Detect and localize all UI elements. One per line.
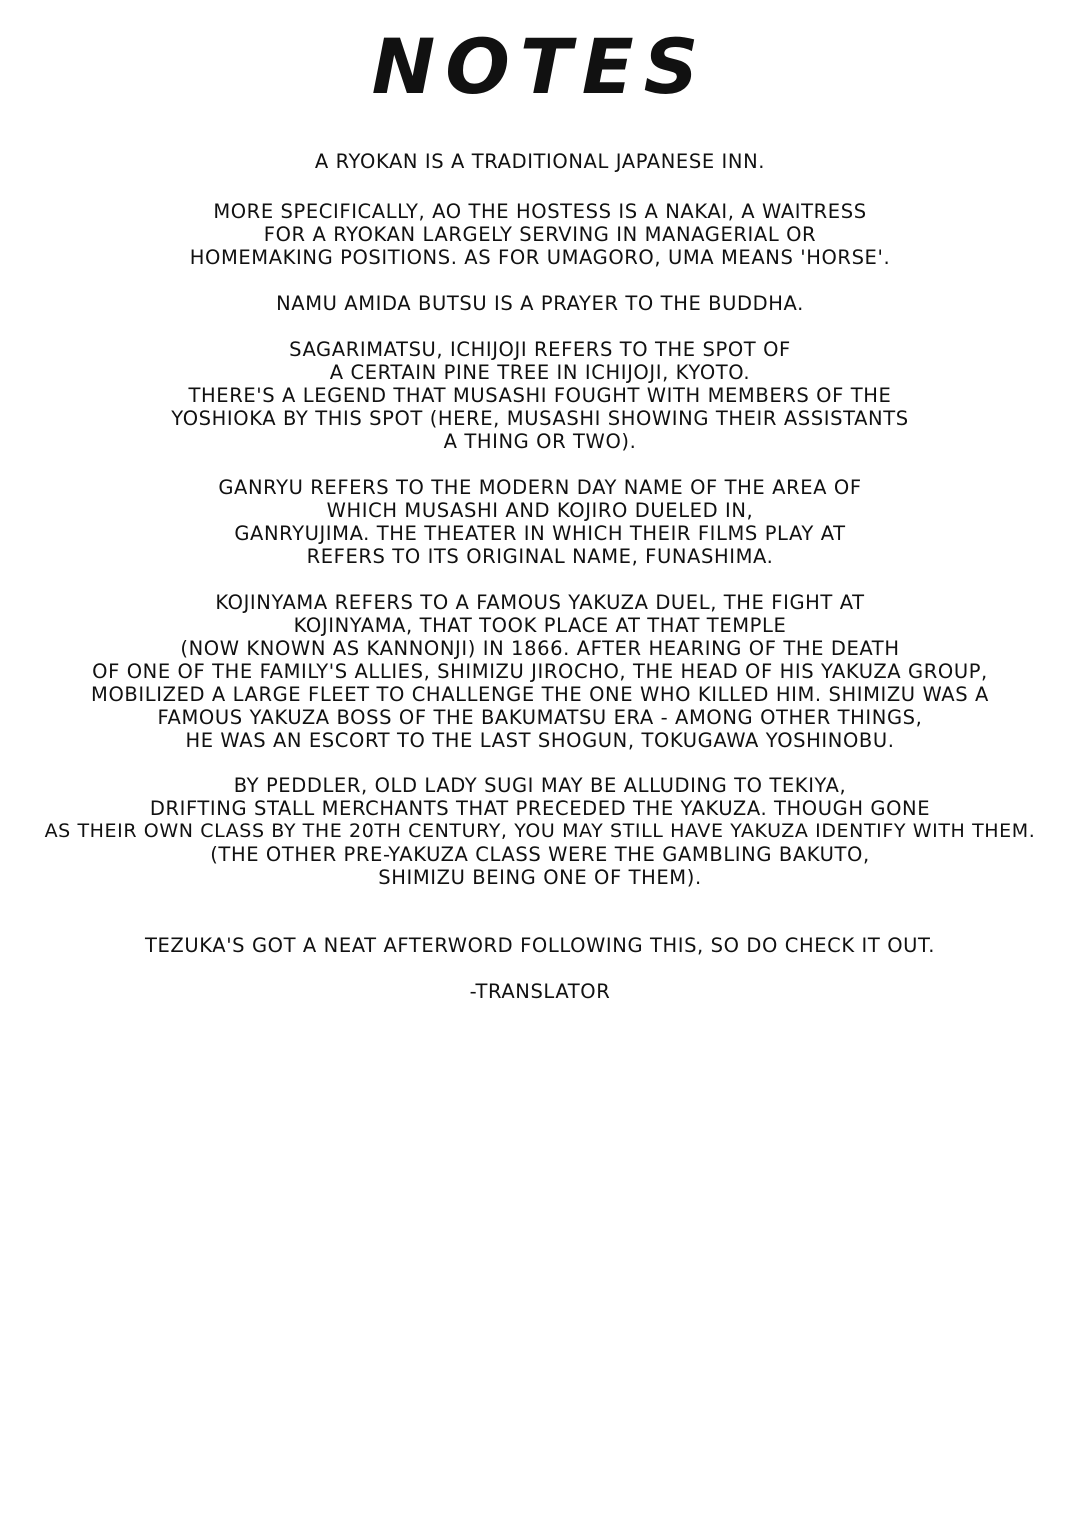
translator-signature — [40, 980, 1040, 1003]
note-line: DRIFTING STALL MERCHANTS THAT PRECEDED THE YAKUZA. THOUGH GONE — [149, 797, 931, 820]
note-line: FOR A RYOKAN LARGELY SERVING IN MANAGERIAL OR — [263, 223, 817, 246]
note-sagarimatsu — [40, 338, 1040, 453]
note-line: GANRYUJIMA. THE THEATER IN WHICH THEIR FILMS PLAY AT — [234, 522, 846, 545]
note-namu-amida-butsu — [40, 292, 1040, 315]
page-title: NOTES — [371, 22, 709, 111]
note-line: -TRANSLATOR — [469, 980, 611, 1003]
note-line: KOJINYAMA REFERS TO A FAMOUS YAKUZA DUEL, THE FIGHT AT — [215, 591, 865, 614]
note-nakai — [40, 200, 1040, 269]
note-line: THERE'S A LEGEND THAT MUSASHI FOUGHT WITH MEMBERS OF THE — [188, 384, 892, 407]
note-line: NAMU AMIDA BUTSU IS A PRAYER TO THE BUDDHA. — [276, 292, 804, 315]
note-line: BY PEDDLER, OLD LADY SUGI MAY BE ALLUDING TO TEKIYA, — [233, 774, 847, 797]
note-line: SAGARIMATSU, ICHIJOJI REFERS TO THE SPOT OF — [289, 338, 791, 361]
note-line: A RYOKAN IS A TRADITIONAL JAPANESE INN. — [314, 150, 766, 173]
note-line: A CERTAIN PINE TREE IN ICHIJOJI, KYOTO. — [329, 361, 751, 384]
note-ryokan — [40, 150, 1040, 173]
note-line: HOMEMAKING POSITIONS. AS FOR UMAGORO, UMA MEANS 'HORSE'. — [189, 246, 891, 269]
note-line: WHICH MUSASHI AND KOJIRO DUELED IN, — [326, 499, 754, 522]
note-line: (NOW KNOWN AS KANNONJI) IN 1866. AFTER HEARING OF THE DEATH — [180, 637, 900, 660]
note-line: TEZUKA'S GOT A NEAT AFTERWORD FOLLOWING THIS, SO DO CHECK IT OUT. — [144, 934, 936, 957]
note-peddler — [40, 774, 1040, 889]
note-line: MORE SPECIFICALLY, AO THE HOSTESS IS A NAKAI, A WAITRESS — [213, 200, 867, 223]
note-line: FAMOUS YAKUZA BOSS OF THE BAKUMATSU ERA - AMONG OTHER THINGS, — [157, 706, 923, 729]
note-line: YOSHIOKA BY THIS SPOT (HERE, MUSASHI SHOWING THEIR ASSISTANTS — [171, 407, 909, 430]
note-line: KOJINYAMA, THAT TOOK PLACE AT THAT TEMPLE — [293, 614, 787, 637]
note-line: A THING OR TWO). — [443, 430, 637, 453]
note-ganryu — [40, 476, 1040, 568]
note-line: SHIMIZU BEING ONE OF THEM). — [378, 866, 702, 889]
note-line: MOBILIZED A LARGE FLEET TO CHALLENGE THE ONE WHO KILLED HIM. SHIMIZU WAS A — [91, 683, 989, 706]
note-line: OF ONE OF THE FAMILY'S ALLIES, SHIMIZU JIROCHO, THE HEAD OF HIS YAKUZA GROUP, — [92, 660, 988, 683]
note-line: HE WAS AN ESCORT TO THE LAST SHOGUN, TOKUGAWA YOSHINOBU. — [185, 729, 895, 752]
note-line: (THE OTHER PRE-YAKUZA CLASS WERE THE GAMBLING BAKUTO, — [210, 843, 870, 866]
note-kojinyama — [40, 591, 1040, 752]
note-line: AS THEIR OWN CLASS BY THE 20TH CENTURY, YOU MAY STILL HAVE YAKUZA IDENTIFY WITH THEM. — [44, 820, 1036, 842]
note-line: GANRYU REFERS TO THE MODERN DAY NAME OF THE AREA OF — [218, 476, 862, 499]
note-line: REFERS TO ITS ORIGINAL NAME, FUNASHIMA. — [306, 545, 774, 568]
note-afterword — [40, 934, 1040, 957]
